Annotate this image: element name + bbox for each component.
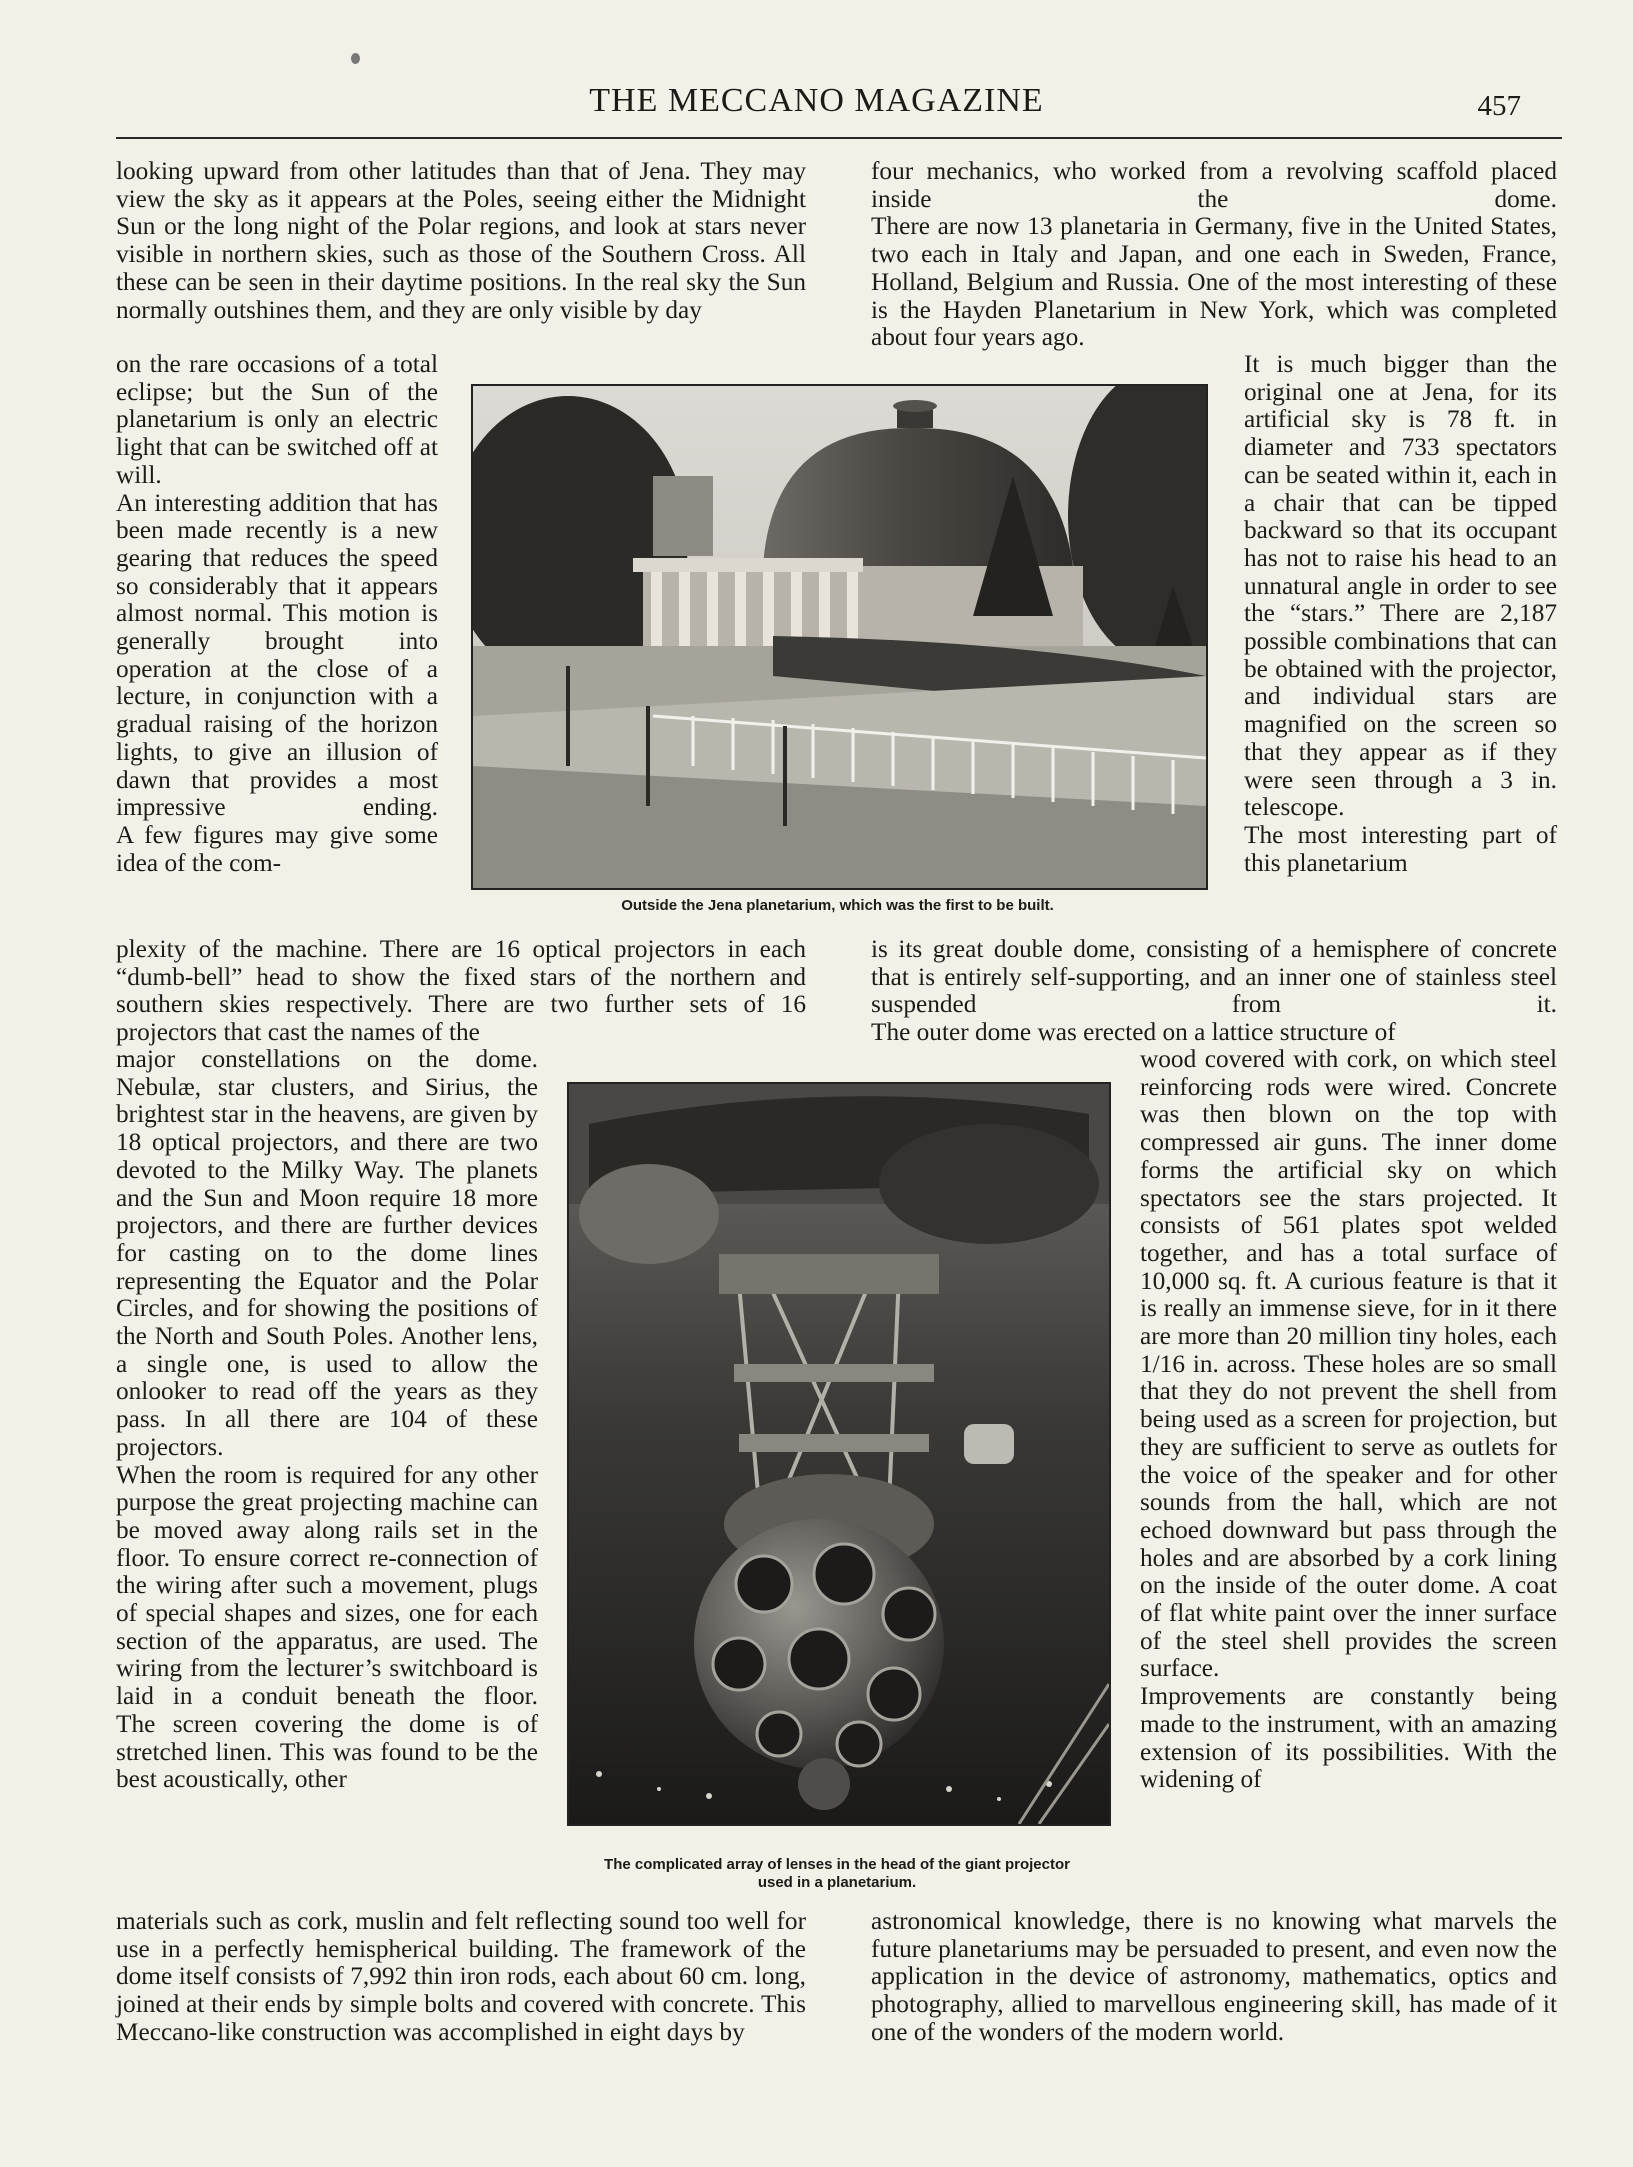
paragraph: A few figures may give some idea of the com- xyxy=(116,820,438,877)
paragraph: plexity of the machine. There are 16 optical projectors in each “dumb-bell” head to show the fixed stars of the northern and southern skies respectively. There are two further sets of 16 projectors that cast the names of the xyxy=(116,935,806,1047)
paragraph: There are now 13 planetaria in Germany, five in the United States, two each in Italy and Japan, and one each in Sweden, France, Holland, Belgium and Russia. One of the most interesting of these is the Hayden Planetarium in New York, which was completed about four years ago. xyxy=(871,212,1557,352)
paragraph: Improvements are constantly being made to the instrument, with an amazing extension of its possibilities. With the widening of xyxy=(1140,1682,1557,1794)
paragraph: looking upward from other latitudes than that of Jena. They may view the sky as it appears at the Poles, seeing either the Midnight Sun or the long night of the Polar regions, and look at stars never visible in northern skies, such as those of the Southern Cross. All these can be seen in their daytime positions. In the real sky the Sun normally outshines them, and they are only visible by day xyxy=(116,157,806,324)
exterior-photo-caption: Outside the Jena planetarium, which was the first to be built. xyxy=(621,897,1054,914)
print-speck xyxy=(351,53,360,64)
paragraph: It is much bigger than the original one at Jena, for its artificial sky is 78 ft. in diameter and 733 spectators can be seated within it, each in a chair that can be tipped backward so that its occupant has not to raise his head to an unnatural angle in order to see the “stars.” There are 2,187 possible combinations that can be obtained with the projector, and individual stars are magnified on the screen so that they appear as if they were seen through a 3 in. telescope. xyxy=(1244,350,1557,822)
page-number: 457 xyxy=(1477,90,1521,122)
projector-head-photo xyxy=(567,1082,1111,1826)
paragraph: An interesting addition that has been made recently is a new gearing that reduces the speed so considerably that it appears almost normal. This motion is generally brought into operation at the close of a lecture, in conjunction with a gradual raising of the horizon lights, to give an illusion of dawn that provides a most impressive ending. xyxy=(116,488,438,822)
text-right-top xyxy=(871,158,1557,352)
paragraph: major constellations on the dome. Nebulæ, star clusters, and Sirius, the brightest star in the heavens, are given by 18 optical projectors, and there are two devoted to the Milky Way. The planets and the Sun and Moon require 18 more projectors, and there are further devices for casting on to the dome lines representing the Equator and the Polar Circles, and for showing the positions of the North and South Poles. Another lens, a single one, is used to allow the onlooker to read off the years as they pass. In all there are 104 of these projectors. xyxy=(116,1045,538,1461)
paragraph: four mechanics, who worked from a revolving scaffold placed inside the dome. xyxy=(871,157,1557,213)
paragraph: is its great double dome, consisting of a hemisphere of concrete that is entirely self-supporting, and an inner one of stainless steel suspended from it. xyxy=(871,935,1557,1019)
paragraph: wood covered with cork, on which steel reinforcing rods were wired. Concrete was then blown on the top with compressed air guns. The inner dome forms the artificial sky on which spectators see the stars projected. It consists of 561 plates spot welded together, and has a total surface of 10,000 sq. ft. A curious feature is that it is really an immense sieve, for in it there are more than 20 million tiny holes, each 1/16 in. across. These holes are so small that they do not prevent the shell from being used as a screen for projection, but they are sufficient to serve as outlets for the voice of the speaker and for other sounds from the hall, which are not echoed downward but pass through the holes and are absorbed by a cork lining on the inside of the outer dome. A coat of flat white paint over the inner surface of the steel shell provides the screen surface. xyxy=(1140,1045,1557,1683)
text-left-lower xyxy=(116,1046,538,1794)
text-right-lower xyxy=(1140,1046,1557,1794)
projector-photo-caption xyxy=(555,1856,1119,1892)
paragraph: The outer dome was erected on a lattice structure of xyxy=(871,1018,1396,1047)
text-left-narrow xyxy=(116,351,438,877)
text-left-bottom xyxy=(116,1908,806,2047)
text-right-mid xyxy=(871,936,1557,1047)
projector-caption-line-2: used in a planetarium. xyxy=(757,1874,917,1891)
header-rule xyxy=(116,137,1562,139)
paragraph: on the rare occasions of a total eclipse; but the Sun of the planetarium is only an electric light that can be switched off at will. xyxy=(116,350,438,489)
text-right-narrow xyxy=(1244,351,1557,877)
text-left-top xyxy=(116,158,806,324)
magazine-title: THE MECCANO MAGAZINE xyxy=(589,82,1044,119)
text-right-bottom xyxy=(871,1908,1557,2047)
paragraph: When the room is required for any other purpose the great projecting machine can be moved away along rails set in the floor. To ensure correct re-connection of the wiring after such a movement, plugs of special shapes and sizes, one for each section of the apparatus, are used. The wiring from the lecturer’s switchboard is laid in a conduit beneath the floor. xyxy=(116,1460,538,1711)
paragraph: The most interesting part of this planetarium xyxy=(1244,820,1557,877)
paragraph: materials such as cork, muslin and felt reflecting sound too well for use in a perfectly hemispherical building. The framework of the dome itself consists of 7,992 thin iron rods, each about 60 cm. long, joined at their ends by simple bolts and covered with concrete. This Meccano-like construction was accomplished in eight days by xyxy=(116,1907,806,2046)
text-left-mid xyxy=(116,936,806,1047)
planetarium-exterior-photo xyxy=(471,384,1208,890)
projector-caption-line-1: The complicated array of lenses in the head of the giant projector xyxy=(604,1856,1070,1873)
paragraph: astronomical knowledge, there is no knowing what marvels the future planetariums may be persuaded to present, and even now the application in the device of astronomy, mathematics, optics and photography, allied to marvellous engineering skill, has made of it one of the wonders of the modern world. xyxy=(871,1907,1557,2046)
paragraph: The screen covering the dome is of stretched linen. This was found to be the best acoustically, other xyxy=(116,1709,538,1794)
